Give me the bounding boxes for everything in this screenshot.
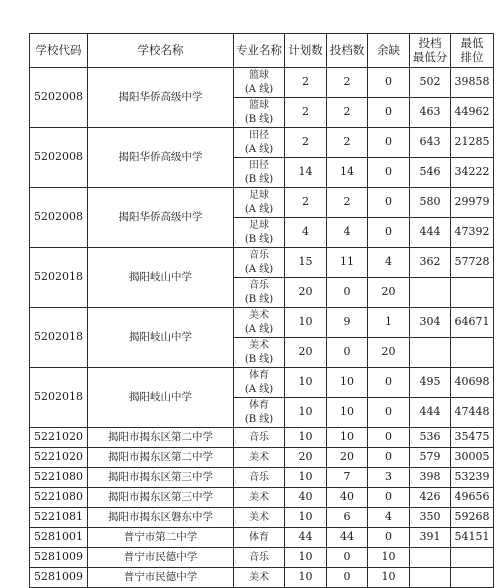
gap-count-cell: 1 xyxy=(368,308,410,338)
plan-count-cell: 2 xyxy=(285,98,327,128)
plan-count-cell: 10 xyxy=(285,548,327,568)
min-rank-cell xyxy=(451,338,494,368)
min-score-cell: 444 xyxy=(410,398,451,428)
filed-count-cell: 44 xyxy=(327,528,368,548)
gap-count-cell: 4 xyxy=(368,248,410,278)
table-row xyxy=(30,428,494,448)
school-name-cell: 揭阳华侨高级中学 xyxy=(88,68,234,128)
header-school: 学校名称 xyxy=(88,34,234,68)
min-rank-cell: 49656 xyxy=(451,488,494,508)
plan-count-cell: 2 xyxy=(285,188,327,218)
min-rank-cell: 30005 xyxy=(451,448,494,468)
filed-count-cell: 0 xyxy=(327,338,368,368)
school-code-cell: 5221080 xyxy=(30,488,88,508)
school-name-cell: 普宁市民德中学 xyxy=(88,548,234,568)
school-name-cell: 揭阳市揭东区第三中学 xyxy=(88,468,234,488)
min-rank-cell xyxy=(451,278,494,308)
min-score-cell: 426 xyxy=(410,488,451,508)
header-gap: 余缺 xyxy=(368,34,410,68)
major-cell: 美术 xyxy=(234,508,285,528)
plan-count-cell: 10 xyxy=(285,508,327,528)
table-row xyxy=(30,68,494,98)
filed-count-cell: 9 xyxy=(327,308,368,338)
min-rank-cell: 29979 xyxy=(451,188,494,218)
major-cell: 音乐 xyxy=(234,548,285,568)
table-row xyxy=(30,508,494,528)
admission-table-container xyxy=(29,33,494,588)
gap-count-cell: 10 xyxy=(368,548,410,568)
major-cell: 美术 (A 线) xyxy=(234,308,285,338)
school-code-cell: 5221020 xyxy=(30,448,88,468)
major-cell: 足球 (B 线) xyxy=(234,218,285,248)
admission-table xyxy=(29,33,494,588)
filed-count-cell: 20 xyxy=(327,448,368,468)
min-score-cell xyxy=(410,548,451,568)
gap-count-cell: 0 xyxy=(368,68,410,98)
table-row xyxy=(30,568,494,588)
major-cell: 体育 (A 线) xyxy=(234,368,285,398)
header-code: 学校代码 xyxy=(30,34,88,68)
filed-count-cell: 4 xyxy=(327,218,368,248)
min-score-cell: 304 xyxy=(410,308,451,338)
header-row xyxy=(30,34,494,68)
major-cell: 音乐 xyxy=(234,468,285,488)
table-row xyxy=(30,488,494,508)
plan-count-cell: 20 xyxy=(285,338,327,368)
school-code-cell: 5202008 xyxy=(30,188,88,248)
filed-count-cell: 10 xyxy=(327,368,368,398)
min-score-cell: 546 xyxy=(410,158,451,188)
min-score-cell: 391 xyxy=(410,528,451,548)
min-rank-cell: 35475 xyxy=(451,428,494,448)
min-score-cell: 495 xyxy=(410,368,451,398)
school-name-cell: 揭阳市揭东区第二中学 xyxy=(88,428,234,448)
filed-count-cell: 10 xyxy=(327,428,368,448)
min-score-cell: 444 xyxy=(410,218,451,248)
filed-count-cell: 2 xyxy=(327,188,368,218)
major-cell: 美术 (B 线) xyxy=(234,338,285,368)
min-rank-cell: 40698 xyxy=(451,368,494,398)
school-name-cell: 揭阳岐山中学 xyxy=(88,248,234,308)
min-rank-cell: 53239 xyxy=(451,468,494,488)
plan-count-cell: 4 xyxy=(285,218,327,248)
min-rank-cell: 39858 xyxy=(451,68,494,98)
major-cell: 美术 xyxy=(234,568,285,588)
plan-count-cell: 10 xyxy=(285,398,327,428)
gap-count-cell: 0 xyxy=(368,158,410,188)
filed-count-cell: 0 xyxy=(327,278,368,308)
filed-count-cell: 14 xyxy=(327,158,368,188)
min-score-cell: 362 xyxy=(410,248,451,278)
table-row xyxy=(30,368,494,398)
major-cell: 田径 (B 线) xyxy=(234,158,285,188)
header-filed: 投档数 xyxy=(327,34,368,68)
min-rank-cell: 59268 xyxy=(451,508,494,528)
header-major: 专业名称 xyxy=(234,34,285,68)
gap-count-cell: 0 xyxy=(368,488,410,508)
major-cell: 美术 xyxy=(234,488,285,508)
min-score-cell: 643 xyxy=(410,128,451,158)
filed-count-cell: 7 xyxy=(327,468,368,488)
min-rank-cell: 44962 xyxy=(451,98,494,128)
table-row xyxy=(30,128,494,158)
min-score-cell: 579 xyxy=(410,448,451,468)
major-cell: 音乐 (B 线) xyxy=(234,278,285,308)
header-min-score: 投档 最低分 xyxy=(410,34,451,68)
min-rank-cell: 21285 xyxy=(451,128,494,158)
gap-count-cell: 0 xyxy=(368,368,410,398)
major-cell: 美术 xyxy=(234,448,285,468)
min-rank-cell: 54151 xyxy=(451,528,494,548)
min-rank-cell xyxy=(451,548,494,568)
min-rank-cell: 47392 xyxy=(451,218,494,248)
gap-count-cell: 0 xyxy=(368,218,410,248)
major-cell: 篮球 (B 线) xyxy=(234,98,285,128)
gap-count-cell: 3 xyxy=(368,468,410,488)
school-code-cell: 5202018 xyxy=(30,308,88,368)
plan-count-cell: 10 xyxy=(285,368,327,398)
gap-count-cell: 0 xyxy=(368,98,410,128)
major-cell: 音乐 xyxy=(234,428,285,448)
plan-count-cell: 2 xyxy=(285,128,327,158)
major-cell: 体育 xyxy=(234,528,285,548)
min-score-cell: 350 xyxy=(410,508,451,528)
school-code-cell: 5281009 xyxy=(30,548,88,568)
gap-count-cell: 0 xyxy=(368,528,410,548)
min-score-cell xyxy=(410,338,451,368)
min-rank-cell: 47448 xyxy=(451,398,494,428)
school-code-cell: 5202008 xyxy=(30,128,88,188)
plan-count-cell: 10 xyxy=(285,568,327,588)
table-row xyxy=(30,548,494,568)
gap-count-cell: 0 xyxy=(368,188,410,218)
gap-count-cell: 10 xyxy=(368,568,410,588)
school-code-cell: 5221081 xyxy=(30,508,88,528)
min-score-cell: 398 xyxy=(410,468,451,488)
min-score-cell: 463 xyxy=(410,98,451,128)
school-name-cell: 揭阳岐山中学 xyxy=(88,308,234,368)
gap-count-cell: 0 xyxy=(368,428,410,448)
min-score-cell: 502 xyxy=(410,68,451,98)
filed-count-cell: 0 xyxy=(327,548,368,568)
school-code-cell: 5221080 xyxy=(30,468,88,488)
school-code-cell: 5202018 xyxy=(30,368,88,428)
major-cell: 音乐 (A 线) xyxy=(234,248,285,278)
filed-count-cell: 2 xyxy=(327,128,368,158)
filed-count-cell: 10 xyxy=(327,398,368,428)
school-name-cell: 揭阳市揭东区第二中学 xyxy=(88,448,234,468)
plan-count-cell: 15 xyxy=(285,248,327,278)
school-code-cell: 5281009 xyxy=(30,568,88,588)
table-row xyxy=(30,468,494,488)
plan-count-cell: 10 xyxy=(285,468,327,488)
plan-count-cell: 10 xyxy=(285,428,327,448)
min-rank-cell: 34222 xyxy=(451,158,494,188)
gap-count-cell: 20 xyxy=(368,278,410,308)
major-cell: 足球 (A 线) xyxy=(234,188,285,218)
school-name-cell: 揭阳岐山中学 xyxy=(88,368,234,428)
school-code-cell: 5221020 xyxy=(30,428,88,448)
school-name-cell: 普宁市第二中学 xyxy=(88,528,234,548)
plan-count-cell: 2 xyxy=(285,68,327,98)
min-score-cell: 580 xyxy=(410,188,451,218)
school-code-cell: 5281001 xyxy=(30,528,88,548)
major-cell: 体育 (B 线) xyxy=(234,398,285,428)
header-plan: 计划数 xyxy=(285,34,327,68)
major-cell: 篮球 (A 线) xyxy=(234,68,285,98)
header-min-rank: 最低 排位 xyxy=(451,34,494,68)
filed-count-cell: 0 xyxy=(327,568,368,588)
plan-count-cell: 20 xyxy=(285,448,327,468)
plan-count-cell: 40 xyxy=(285,488,327,508)
min-score-cell xyxy=(410,278,451,308)
school-name-cell: 揭阳市揭东区磐东中学 xyxy=(88,508,234,528)
min-rank-cell xyxy=(451,568,494,588)
gap-count-cell: 0 xyxy=(368,448,410,468)
min-score-cell xyxy=(410,568,451,588)
table-row xyxy=(30,188,494,218)
filed-count-cell: 2 xyxy=(327,68,368,98)
gap-count-cell: 20 xyxy=(368,338,410,368)
filed-count-cell: 6 xyxy=(327,508,368,528)
school-code-cell: 5202008 xyxy=(30,68,88,128)
school-code-cell: 5202018 xyxy=(30,248,88,308)
gap-count-cell: 0 xyxy=(368,398,410,428)
gap-count-cell: 4 xyxy=(368,508,410,528)
gap-count-cell: 0 xyxy=(368,128,410,158)
filed-count-cell: 11 xyxy=(327,248,368,278)
table-row xyxy=(30,248,494,278)
school-name-cell: 揭阳华侨高级中学 xyxy=(88,188,234,248)
table-row xyxy=(30,308,494,338)
filed-count-cell: 40 xyxy=(327,488,368,508)
major-cell: 田径 (A 线) xyxy=(234,128,285,158)
school-name-cell: 普宁市民德中学 xyxy=(88,568,234,588)
table-row xyxy=(30,448,494,468)
filed-count-cell: 2 xyxy=(327,98,368,128)
plan-count-cell: 44 xyxy=(285,528,327,548)
min-score-cell: 536 xyxy=(410,428,451,448)
plan-count-cell: 14 xyxy=(285,158,327,188)
min-rank-cell: 64671 xyxy=(451,308,494,338)
plan-count-cell: 20 xyxy=(285,278,327,308)
min-rank-cell: 57728 xyxy=(451,248,494,278)
school-name-cell: 揭阳华侨高级中学 xyxy=(88,128,234,188)
plan-count-cell: 10 xyxy=(285,308,327,338)
school-name-cell: 揭阳市揭东区第三中学 xyxy=(88,488,234,508)
table-row xyxy=(30,528,494,548)
